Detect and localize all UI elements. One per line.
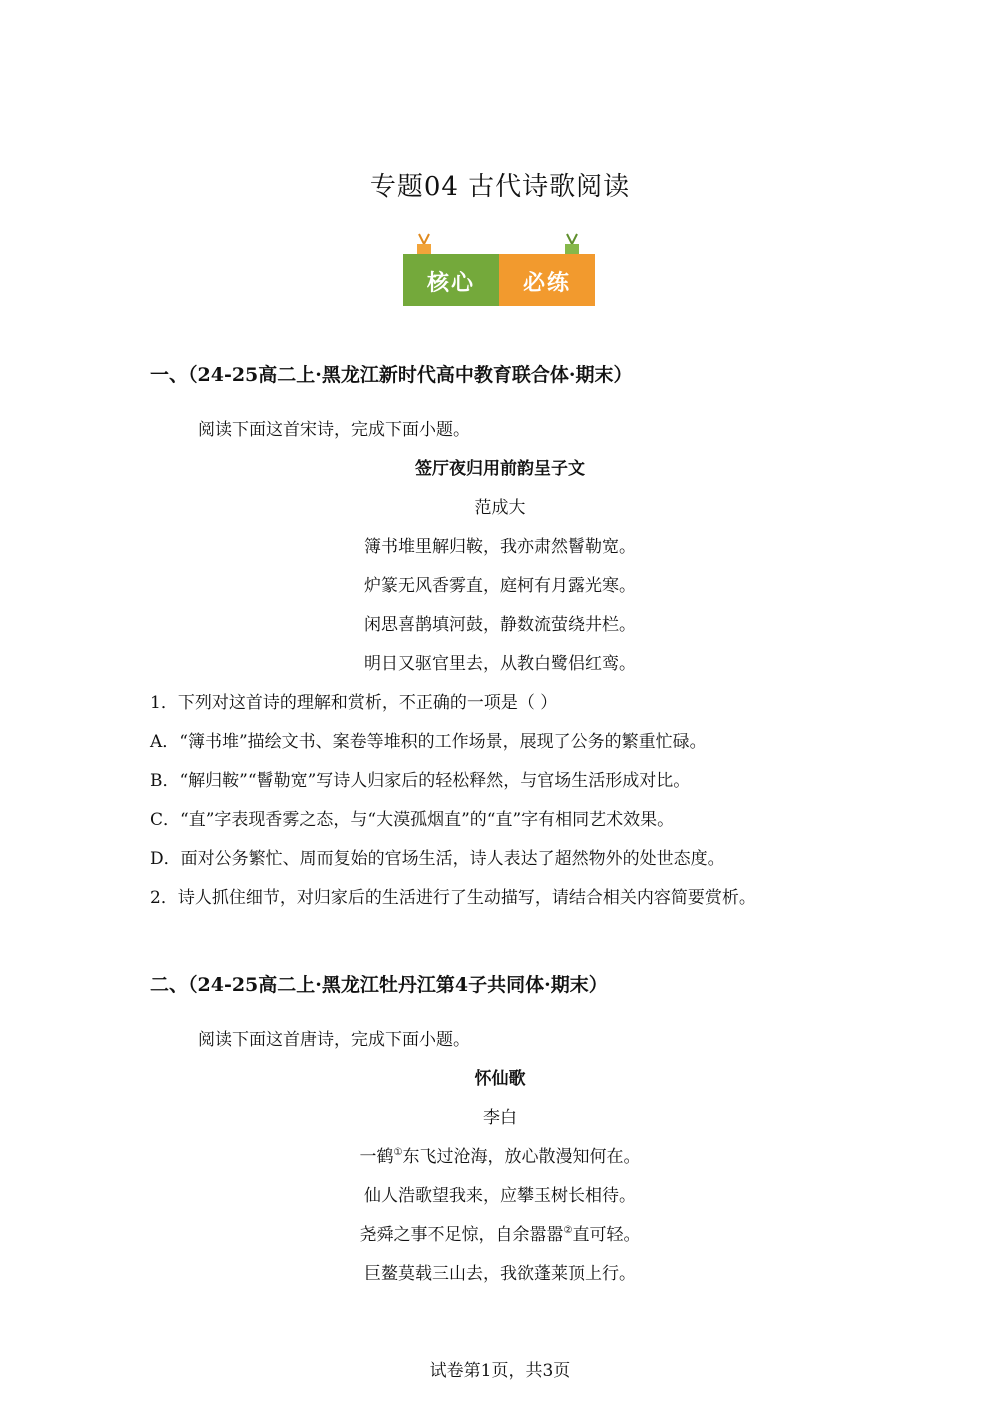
poem-2-line-text: 一鹤 — [359, 1147, 394, 1167]
poem-2-title: 怀仙歌 — [474, 1069, 526, 1089]
core-practice-banner — [403, 232, 597, 308]
page-title: 专题04 古代诗歌阅读 — [369, 172, 631, 202]
poem-1-line: 闲思喜鹊填河鼓，静数流萤绕井栏。 — [364, 615, 636, 635]
poem-1-line: 明日又驱官里去，从教白鹭侣红鸾。 — [364, 654, 636, 674]
poem-2-line-text: 直可轻。 — [572, 1225, 641, 1245]
section-2-instruction: 阅读下面这首唐诗，完成下面小题。 — [198, 1030, 470, 1050]
section-1-heading: 一、（24-25高二上·黑龙江新时代高中教育联合体·期末） — [150, 364, 633, 386]
poem-2-author: 李白 — [483, 1108, 517, 1128]
option-a: A．“簿书堆”描绘文书、案卷等堆积的工作场景，展现了公务的繁重忙碌。 — [150, 732, 707, 752]
poem-2-line — [0, 1142, 1000, 1167]
page-footer: 试卷第1页，共3页 — [429, 1361, 571, 1381]
footnote-marker: ② — [563, 1225, 573, 1236]
section-1-instruction: 阅读下面这首宋诗，完成下面小题。 — [198, 420, 470, 440]
option-b: B．“解归鞍”“鬙勒宽”写诗人归家后的轻松释然，与官场生活形成对比。 — [150, 771, 691, 791]
option-d: D．面对公务繁忙、周而复始的官场生活，诗人表达了超然物外的处世态度。 — [150, 849, 725, 869]
poem-1-title: 签厅夜归用前韵呈子文 — [415, 459, 585, 479]
poem-1-line: 簿书堆里解归鞍，我亦肃然鬙勒宽。 — [364, 537, 636, 557]
banner-right-label: 必练 — [522, 271, 571, 296]
poem-2-line-text: 东飞过沧海，放心散漫知何在。 — [402, 1147, 641, 1167]
option-c: C．“直”字表现香雾之态，与“大漠孤烟直”的“直”字有相同艺术效果。 — [150, 810, 675, 830]
poem-1-line: 炉篆无风香雾直，庭柯有月露光寒。 — [364, 576, 636, 596]
banner-left-label: 核心 — [426, 271, 475, 296]
poem-2-line — [0, 1220, 1000, 1245]
question-2: 2．诗人抓住细节，对归家后的生活进行了生动描写，请结合相关内容简要赏析。 — [150, 888, 756, 908]
question-1: 1．下列对这首诗的理解和赏析，不正确的一项是（ ） — [150, 693, 558, 713]
poem-2-line-text: 尧舜之事不足惊，自余嚣嚣 — [359, 1225, 564, 1245]
footnote-marker: ① — [393, 1147, 403, 1158]
poem-2-line: 仙人浩歌望我来，应攀玉树长相待。 — [364, 1186, 636, 1206]
poem-2-line: 巨鳌莫载三山去，我欲蓬莱顶上行。 — [364, 1264, 636, 1284]
poem-1-author: 范成大 — [474, 498, 526, 518]
section-2-heading: 二、（24-25高二上·黑龙江牡丹江第4子共同体·期末） — [150, 974, 608, 996]
